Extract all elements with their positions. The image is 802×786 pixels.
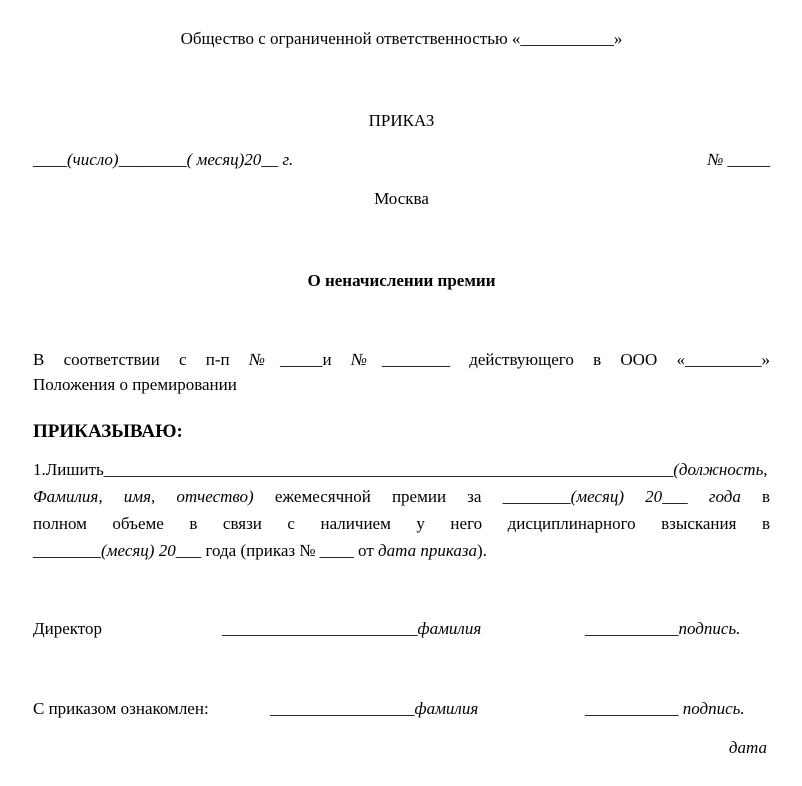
director-sign-field xyxy=(585,615,740,642)
acknowledged-sign-hint: подпись. xyxy=(682,699,745,718)
basis-blank-1: _____ xyxy=(279,350,323,369)
order-item-line-1 xyxy=(33,456,770,483)
director-sign-blank: ___________ xyxy=(585,619,679,638)
acknowledged-sign-blank: ___________ xyxy=(585,699,679,718)
basis-line-1 xyxy=(33,347,770,372)
order-item-line-2 xyxy=(33,483,770,510)
date-hint: дата xyxy=(728,738,767,757)
basis-text-2: и xyxy=(322,350,332,369)
order-item-fio-hint: Фамилия, имя, отчество) xyxy=(33,487,254,506)
order-item-line-3: полном объеме в связи с наличием у него дисциплинарного взыскания в xyxy=(33,514,770,533)
order-item-month-blank-1: ________ xyxy=(502,487,571,506)
director-label: Директор xyxy=(33,619,102,638)
acknowledged-name-blank: _________________ xyxy=(270,699,415,718)
order-item-paragraph xyxy=(33,456,770,564)
date-number-row xyxy=(33,149,770,171)
order-item-month-year-hint-2: (месяц) 20___ xyxy=(101,541,202,560)
order-item-order-date-hint: дата приказа xyxy=(378,541,478,560)
subject-heading: О неначислении премии xyxy=(307,271,496,290)
city-line: Москва xyxy=(374,189,429,208)
order-number-blank: № _____ xyxy=(707,150,770,169)
order-item-line-4 xyxy=(33,537,770,564)
resolution-heading: ПРИКАЗЫВАЮ: xyxy=(33,421,183,442)
order-item-text-2: в xyxy=(761,487,770,506)
order-item-month-blank-2: ________ xyxy=(33,541,101,560)
acknowledged-label: С приказом ознакомлен: xyxy=(33,699,209,718)
acknowledged-name-hint: фамилия xyxy=(414,699,479,718)
director-name-blank: _______________________ xyxy=(222,619,418,638)
basis-number-sign-1: № xyxy=(248,350,280,369)
order-item-month-year-hint-1: (месяц) 20___ года xyxy=(570,487,741,506)
date-blank-line: ____(число)________( месяц)20__ г. xyxy=(33,150,294,169)
basis-blank-2: ________ xyxy=(381,350,450,369)
order-item-text-4: ). xyxy=(477,541,487,560)
basis-line-2: Положения о премировании xyxy=(33,375,237,394)
company-name-line: Общество с ограниченной ответственностью «___________» xyxy=(180,29,623,48)
acknowledged-sign-field xyxy=(585,695,745,722)
basis-text-1: В соответствии с п-п xyxy=(33,350,230,369)
order-item-text-1: ежемесячной премии за xyxy=(274,487,482,506)
director-signature-row xyxy=(33,615,770,642)
date-hint-row xyxy=(33,737,770,759)
order-item-lead: 1.Лишить xyxy=(33,460,104,479)
basis-text-3: действующего в ООО «_________» xyxy=(469,350,771,369)
director-name-hint: фамилия xyxy=(417,619,482,638)
acknowledged-signature-row xyxy=(33,695,770,722)
acknowledged-name-field xyxy=(270,695,478,722)
order-item-name-blank: ___________________________________________________________________ xyxy=(103,460,674,479)
director-sign-hint: подпись. xyxy=(678,619,741,638)
order-item-text-3: года (приказ № ____ от xyxy=(205,541,374,560)
basis-paragraph xyxy=(33,347,770,397)
order-title: ПРИКАЗ xyxy=(368,111,435,130)
order-item-position-hint: (должность, xyxy=(673,460,768,479)
director-name-field xyxy=(222,615,481,642)
basis-number-sign-2: № xyxy=(350,350,382,369)
